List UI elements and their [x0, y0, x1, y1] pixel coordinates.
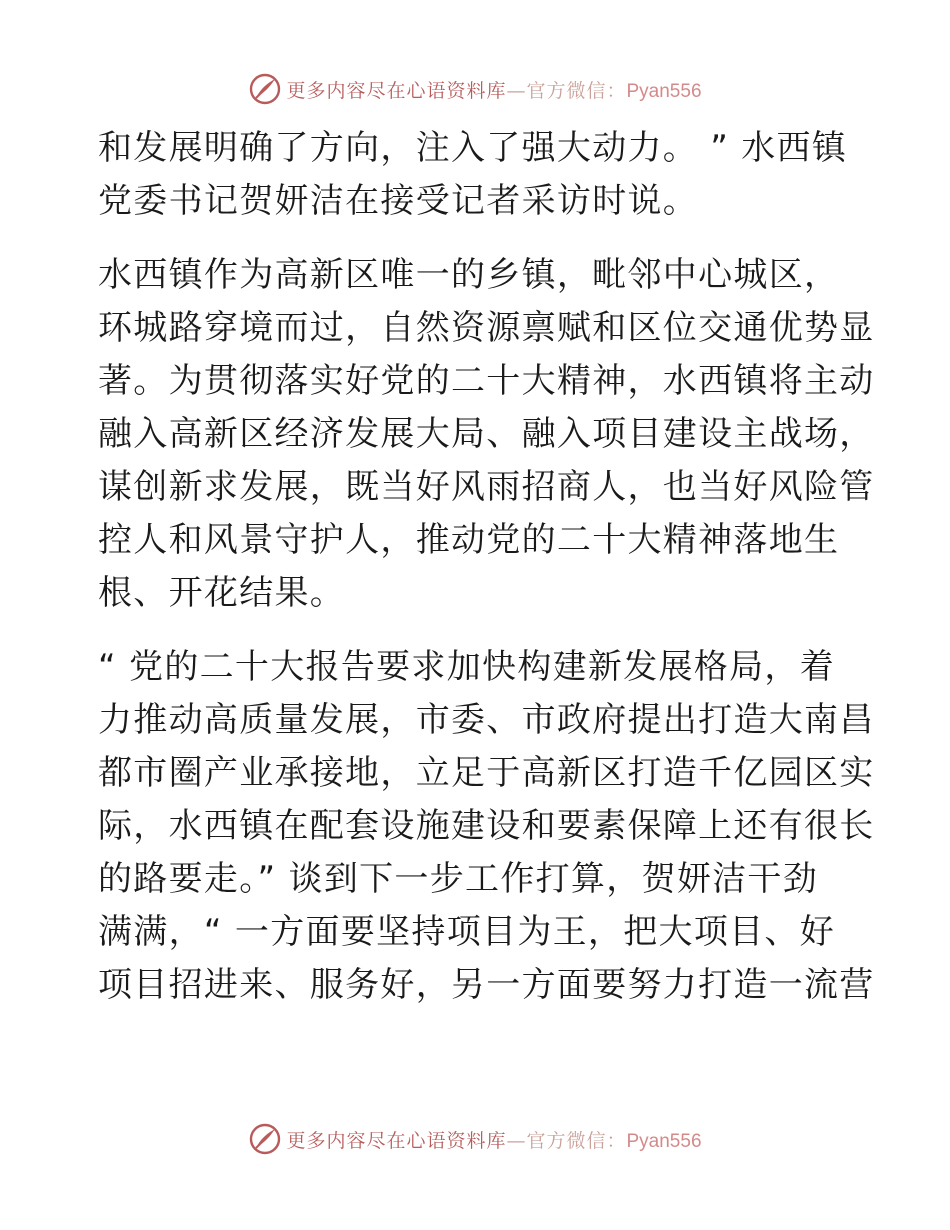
text-line: 项目招进来、服务好，另一方面要努力打造一流营	[98, 965, 875, 1005]
watermark-wechat-label: 官方微信：	[526, 1129, 627, 1152]
quill-circle-icon	[248, 72, 282, 106]
watermark-text	[286, 1126, 701, 1153]
watermark-wechat-id: Pyan556	[626, 1130, 702, 1152]
watermark-brand: 更多内容尽在心语资料库	[286, 79, 507, 102]
watermark-footer	[0, 1122, 950, 1156]
watermark-dash: —	[506, 79, 527, 102]
watermark-brand: 更多内容尽在心语资料库	[286, 1129, 507, 1152]
text-line: 际，水西镇在配套设施建设和要素保障上还有很长	[98, 806, 875, 846]
text-line: 环城路穿境而过，自然资源禀赋和区位交通优势显	[98, 308, 875, 348]
text-line: 控人和风景守护人，推动党的二十大精神落地生	[98, 520, 840, 560]
text-line: 党委书记贺妍洁在接受记者采访时说。	[98, 181, 699, 221]
text-line: 都市圈产业承接地，立足于高新区打造千亿园区实	[98, 753, 875, 793]
text-line: 融入高新区经济发展大局、融入项目建设主战场，	[98, 414, 875, 454]
document-body	[98, 122, 875, 1012]
text-line: 满满，“ 一方面要坚持项目为王，把大项目、好	[98, 912, 836, 952]
text-line: 和发展明确了方向，注入了强大动力。 ” 水西镇	[98, 128, 848, 168]
text-line: 根、开花结果。	[98, 573, 346, 613]
paragraph-gap	[98, 228, 858, 249]
quill-circle-icon	[248, 1122, 282, 1156]
watermark-text	[286, 76, 701, 103]
text-line: 力推动高质量发展，市委、市政府提出打造大南昌	[98, 700, 875, 740]
paragraph	[98, 122, 858, 228]
paragraph-gap	[98, 620, 858, 641]
text-line: 谋创新求发展，既当好风雨招商人，也当好风险管	[98, 467, 875, 507]
paragraph	[98, 641, 875, 1012]
text-line: 水西镇作为高新区唯一的乡镇，毗邻中心城区，	[98, 255, 840, 295]
text-line: “ 党的二十大报告要求加快构建新发展格局，着	[98, 647, 836, 687]
watermark-dash: —	[506, 1129, 527, 1152]
watermark-header	[0, 72, 950, 106]
text-line: 著。为贯彻落实好党的二十大精神，水西镇将主动	[98, 361, 875, 401]
watermark-wechat-id: Pyan556	[626, 80, 702, 102]
watermark-wechat-label: 官方微信：	[526, 79, 627, 102]
paragraph	[98, 249, 875, 620]
text-line: 的路要走。” 谈到下一步工作打算，贺妍洁干劲	[98, 859, 819, 899]
